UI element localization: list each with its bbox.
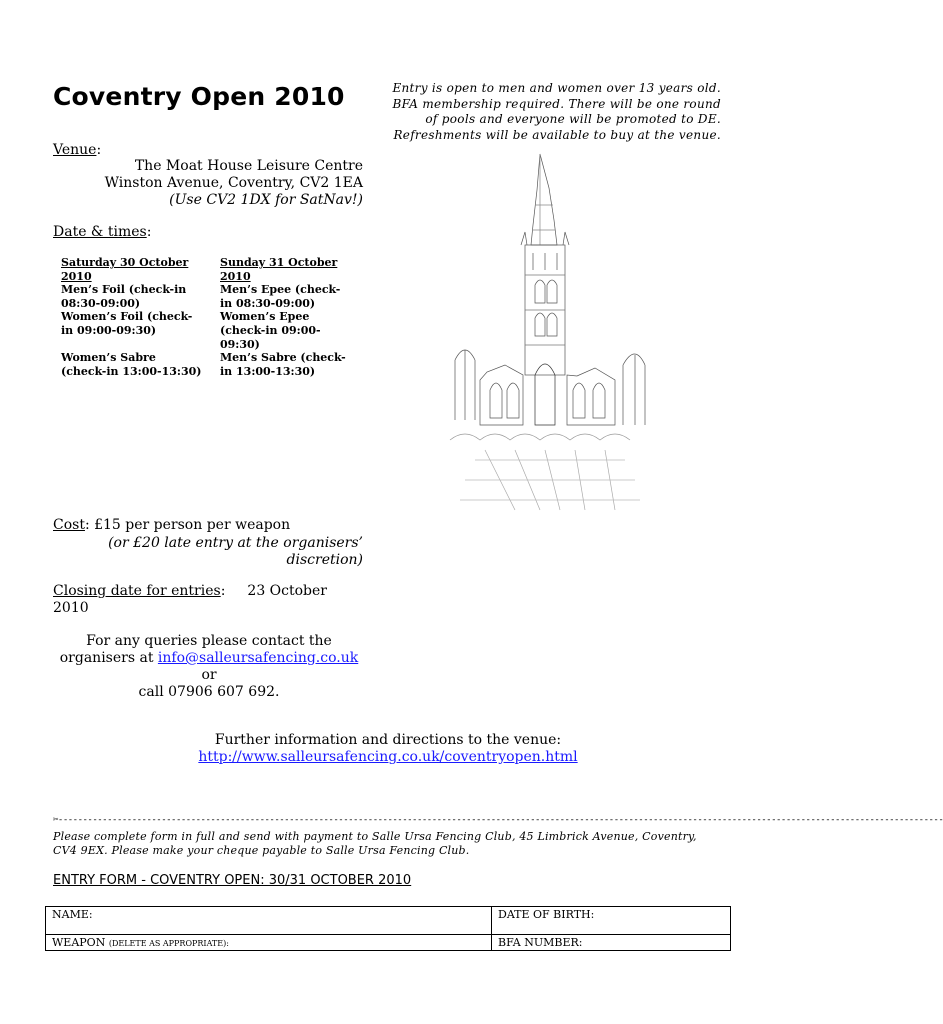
closing-date-value: 23 October: [247, 583, 327, 599]
schedule-line: in 08:30-09:00): [220, 296, 316, 310]
contact-or: or: [201, 667, 217, 683]
contact-block: [53, 633, 365, 701]
further-info: [180, 732, 596, 766]
name-label: NAME:: [52, 908, 93, 921]
venue-label: Venue: [53, 142, 97, 158]
intro-line: Entry is open to men and women over 13 years old.: [392, 81, 721, 95]
cost-note-line: discretion): [286, 552, 363, 568]
intro-line: Refreshments will be available to buy at the venue.: [393, 127, 721, 142]
closing-year: 2010: [53, 600, 89, 616]
spire-outline: [531, 154, 557, 245]
weapon-note: (DELETE AS APPROPRIATE):: [108, 939, 229, 948]
venue-name: The Moat House Leisure Centre: [134, 158, 363, 174]
dates-colon: :: [146, 224, 152, 240]
schedule-line: in 09:00-09:30): [61, 323, 157, 337]
cost-note-line: (or £20 late entry at the organisers’: [108, 535, 363, 551]
cost-late-note: [53, 535, 363, 569]
closing-label: Closing date for entries: [53, 583, 221, 599]
schedule-line: 08:30-09:00): [61, 296, 141, 310]
dob-field[interactable]: [492, 907, 731, 935]
entry-form-table: [45, 906, 731, 951]
closing-date: [53, 583, 353, 617]
schedule-gap: [61, 338, 211, 352]
venue-heading: [53, 142, 101, 158]
schedule-line: (check-in 09:00-: [220, 323, 321, 337]
contact-phone: call 07906 607 692.: [138, 684, 280, 700]
closing-colon: :: [220, 583, 226, 599]
weapon-field[interactable]: [46, 935, 492, 951]
contact-line: For any queries please contact the: [86, 633, 332, 649]
dob-label: DATE OF BIRTH:: [498, 908, 595, 921]
sunday-schedule: [220, 256, 355, 378]
form-instructions: Please complete form in full and send with payment to Salle Ursa Fencing Club, 45 Limbrick Avenue, Coventry, CV4 9EX. Please make your cheque payable to Salle Ursa Fencing Club.: [53, 830, 697, 857]
contact-prefix: organisers at: [59, 650, 158, 666]
dates-label: Date & times: [53, 224, 147, 240]
venue-satnav: (Use CV2 1DX for SatNav!): [169, 192, 363, 208]
bfa-number-field[interactable]: [492, 935, 731, 951]
cost-label: Cost: [53, 517, 85, 533]
schedule-line: 09:30): [220, 337, 260, 351]
intro-line: BFA membership required. There will be one round: [392, 96, 721, 111]
saturday-heading: Saturday 30 October: [61, 256, 189, 269]
name-field[interactable]: [46, 907, 492, 935]
intro-line: of pools and everyone will be promoted to DE.: [425, 112, 721, 126]
cut-line: ✂------------------------------------------------------------------------------------------------------------------------------------------------------------------------------------: [53, 815, 943, 825]
schedule-line: Men’s Sabre (check-: [220, 351, 346, 365]
schedule-line: Men’s Epee (check-: [220, 283, 341, 297]
saturday-heading-year: 2010: [61, 269, 92, 283]
schedule-line: (check-in 13:00-13:30): [61, 364, 202, 378]
contact-email-link[interactable]: info@salleursafencing.co.uk: [157, 650, 359, 666]
schedule-line: Women’s Sabre: [61, 351, 156, 365]
schedule-line: Men’s Foil (check-in: [61, 283, 187, 297]
cost-line: [53, 517, 290, 533]
page-title: Coventry Open 2010: [53, 82, 345, 111]
cathedral-drawing: [445, 150, 655, 512]
venue-address: [53, 158, 363, 209]
further-text: Further information and directions to the venue:: [214, 732, 562, 748]
venue-street: Winston Avenue, Coventry, CV2 1EA: [104, 175, 363, 191]
venue-colon: :: [96, 142, 102, 158]
entry-form-title: ENTRY FORM - COVENTRY OPEN: 30/31 OCTOBER 2010: [53, 873, 412, 888]
sunday-heading-year: 2010: [220, 269, 251, 283]
cost-text: : £15 per person per weapon: [84, 517, 291, 533]
schedule-line: Women’s Foil (check-: [61, 310, 193, 324]
dates-heading: [53, 224, 151, 240]
intro-text: [361, 81, 721, 143]
schedule-line: Women’s Epee: [220, 310, 310, 324]
weapon-label: WEAPON: [52, 936, 109, 949]
saturday-schedule: [61, 256, 211, 378]
bfa-label: BFA NUMBER:: [498, 936, 583, 949]
sunday-heading: Sunday 31 October: [220, 256, 338, 269]
venue-directions-link[interactable]: http://www.salleursafencing.co.uk/coventryopen.html: [198, 749, 578, 765]
schedule-line: in 13:00-13:30): [220, 364, 316, 378]
